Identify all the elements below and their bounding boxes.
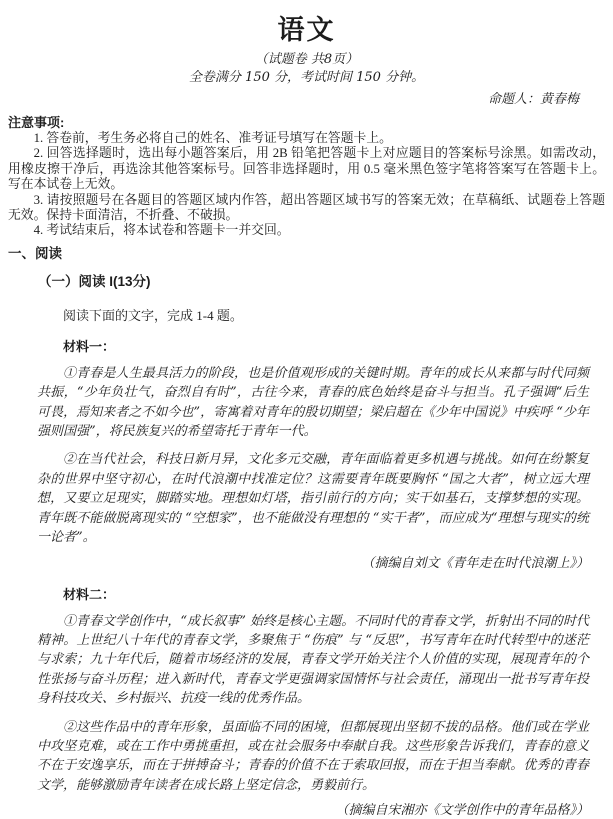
material-two-paragraph-1: ①青春文学创作中，“成长叙事” 始终是核心主题。不同时代的青春文学，折射出不同的时代精神。上世纪八十年代的青春文学，多聚焦于 “伤痕” 与 “反思”，书写青年在时代转型中的迷茫与求索；九十年代后，随着市场经济的发展，青春文学开始关注个人价值的实现，展现青年的个性张扬与奋斗历程；进入新时代，青春文学更强调家国情怀与社会责任，涌现出一批书写青年投身科技攻关、乡村振兴、抗疫一线的优秀作品。 [37,612,589,709]
material-one-paragraph-1: ①青春是人生最具活力的阶段，也是价值观形成的关键时期。青年的成长从来都与时代同频共振，“少年负壮气，奋烈自有时”，古往今来，青春的底色始终是奋斗与担当。孔子强调“后生可畏，焉知来者之不如今也”，寄寓着对青年的殷切期望；梁启超在《少年中国说》中疾呼 “少年强则国强”，将民族复兴的希望寄托于青年一代。 [37,364,589,442]
subsection-title-reading-1: （一）阅读 I(13分) [38,273,605,290]
material-one-label: 材料一： [37,336,589,355]
notice-section [8,115,605,239]
notice-item-1: 1. 答卷前，考生务必将自己的姓名、准考证号填写在答题卡上。 [8,131,605,146]
material-two-paragraph-2: ②这些作品中的青年形象，虽面临不同的困境，但都展现出坚韧不拔的品格。他们或在学业中攻坚克难，或在工作中勇挑重担，或在社会服务中奉献自我。这些形象告诉我们，青春的意义不在于安逸享乐，而在于拼搏奋斗；青春的价值不在于索取回报，而在于担当奉献。优秀的青春文学，能够激励青年读者在成长路上坚定信念，勇毅前行。 [37,718,589,796]
material-two-label: 材料二： [37,584,589,603]
notice-item-4: 4. 考试结束后，将本试卷和答题卡一并交回。 [8,223,605,238]
part-title-reading: 一、阅读 [8,245,605,262]
notice-heading: 注意事项: [8,115,605,131]
exam-info: 全卷满分 150 分，考试时间 150 分钟。 [8,69,605,86]
notice-item-2: 2. 回答选择题时，选出每小题答案后，用 2B 铅笔把答题卡上对应题目的答案标号涂黑。如需改动，用橡皮擦干净后，再选涂其他答案标号。回答非选择题时，用 0.5 毫米黑色签字笔将答案写在答题卡上。写在本试卷上无效。 [8,146,605,192]
notice-item-3: 3. 请按照题号在各题目的答题区域内作答，超出答题区域书写的答案无效；在草稿纸、试题卷上答题无效。保持卡面清洁，不折叠、不破损。 [8,193,605,224]
material-one [37,336,589,572]
exam-title: 语文 [8,14,605,46]
exam-header [8,14,605,86]
exam-author: 命题人：黄春梅 [8,92,605,108]
material-one-paragraph-2: ②在当代社会，科技日新月异，文化多元交融，青年面临着更多机遇与挑战。如何在纷繁复杂的世界中坚守初心，在时代浪潮中找准定位？这需要青年既要胸怀 “国之大者”，树立远大理想，又要立足现实，脚踏实地。理想如灯塔，指引前行的方向；实干如基石，支撑梦想的实现。青年既不能做脱离现实的 “空想家”，也不能做没有理想的 “实干者”，而应成为“理想与现实的统一论者”。 [37,450,589,547]
material-two-citation: （摘编自宋湘亦《文学创作中的青年品格》） [37,802,589,819]
exam-subtitle: （试题卷 共8页） [8,51,605,68]
reading-instruction: 阅读下面的文字，完成 1-4 题。 [37,305,589,324]
material-two [37,584,589,819]
reading-content [37,305,589,819]
material-one-citation: （摘编自刘文《青年走在时代浪潮上》） [37,555,589,572]
